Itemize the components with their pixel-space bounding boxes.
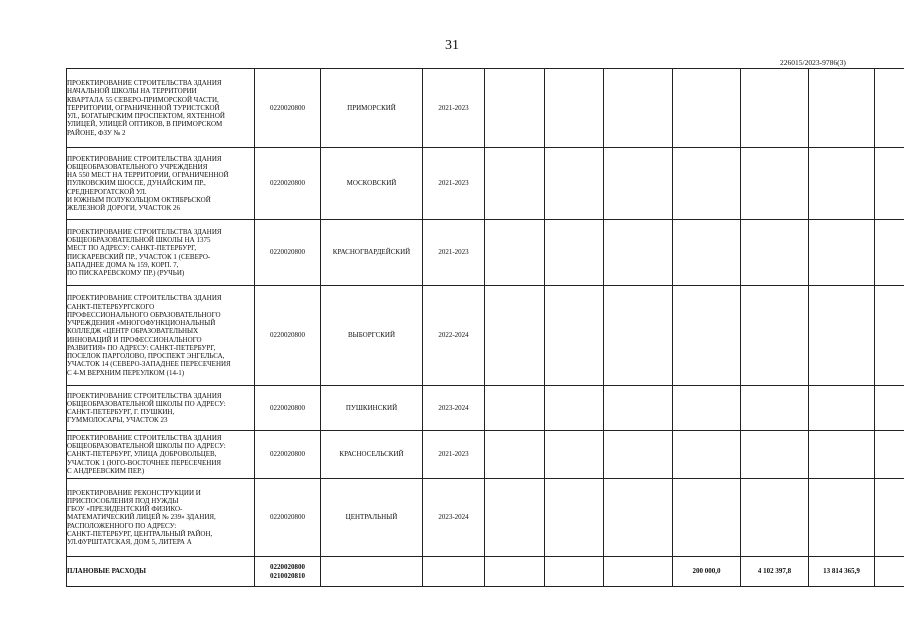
empty-cell xyxy=(741,431,809,479)
budget-code-cell: 0220020800 xyxy=(255,286,321,386)
project-name-cell: ПРОЕКТИРОВАНИЕ СТРОИТЕЛЬСТВА ЗДАНИЯ САНКТ-ПЕТЕРБУРГСКОГО ПРОФЕССИОНАЛЬНОГО ОБРАЗОВАТЕЛЬНОГО УЧРЕЖДЕНИЯ «МНОГОФУНКЦИОНАЛЬНЫЙ КОЛЛЕДЖ «ЦЕНТР ОБРАЗОВАТЕЛЬНЫХ ИННОВАЦИЙ И ПРОФЕССИОНАЛЬНОГО РАЗВИТИЯ» ПО АДРЕСУ: САНКТ-ПЕТЕРБУРГ, ПОСЕЛОК ПАРГОЛОВО, ПРОСПЕКТ ЭНГЕЛЬСА, УЧАСТОК 14 (СЕВЕРО-ЗАПАДНЕЕ ПЕРЕСЕЧЕНИЯ С 4-М ВЕРХНИМ ПЕРЕУЛКОМ (14-1) xyxy=(67,286,255,386)
project-name-cell: ПРОЕКТИРОВАНИЕ СТРОИТЕЛЬСТВА ЗДАНИЯ ОБЩЕОБРАЗОВАТЕЛЬНОЙ ШКОЛЫ ПО АДРЕСУ: САНКТ-ПЕТЕРБУРГ, УЛИЦА ДОБРОВОЛЬЦЕВ, УЧАСТОК 1 (ЮГО-ВОСТОЧНЕЕ ПЕРЕСЕЧЕНИЯ С АНДРЕЕВСКИМ ПЕР.) xyxy=(67,431,255,479)
project-name-cell: ПРОЕКТИРОВАНИЕ СТРОИТЕЛЬСТВА ЗДАНИЯ ОБЩЕОБРАЗОВАТЕЛЬНОЙ ШКОЛЫ ПО АДРЕСУ: САНКТ-ПЕТЕРБУРГ, Г. ПУШКИН, ГУММОЛОСАРЫ, УЧАСТОК 23 xyxy=(67,386,255,431)
district-cell: КРАСНОГВАРДЕЙСКИЙ xyxy=(321,220,423,286)
empty-cell xyxy=(485,557,545,587)
empty-cell xyxy=(321,557,423,587)
years-cell: 2021-2023 xyxy=(423,69,485,148)
years-cell: 2021-2023 xyxy=(423,148,485,220)
empty-cell xyxy=(809,479,875,557)
years-cell: 2022-2024 xyxy=(423,286,485,386)
empty-cell xyxy=(545,286,604,386)
total-code-2: 0210020810 xyxy=(270,571,305,580)
empty-cell xyxy=(809,220,875,286)
years-cell: 2023-2024 xyxy=(423,386,485,431)
document-code: 226015/2023-9786(3) xyxy=(780,58,846,67)
empty-cell xyxy=(545,148,604,220)
years-cell: 2021-2023 xyxy=(423,220,485,286)
total-value-3: 13 814 365,9 xyxy=(809,557,875,587)
empty-cell xyxy=(423,557,485,587)
page-number: 31 xyxy=(445,38,459,53)
empty-cell xyxy=(604,148,673,220)
empty-cell xyxy=(875,148,904,220)
empty-cell xyxy=(875,286,904,386)
project-name-cell: ПРОЕКТИРОВАНИЕ СТРОИТЕЛЬСТВА ЗДАНИЯ ОБЩЕОБРАЗОВАТЕЛЬНОГО УЧРЕЖДЕНИЯ НА 550 МЕСТ НА ТЕРРИТОРИИ, ОГРАНИЧЕННОЙ ПУЛКОВСКИМ ШОССЕ, ДУНАЙСКИМ ПР., СРЕДНЕРОГАТСКОЙ УЛ. И ЮЖНЫМ ПОЛУКОЛЬЦОМ ОКТЯБРЬСКОЙ ЖЕЛЕЗНОЙ ДОРОГИ, УЧАСТОК 26 xyxy=(67,148,255,220)
empty-cell xyxy=(673,479,741,557)
empty-cell xyxy=(875,69,904,148)
project-name-cell: ПРОЕКТИРОВАНИЕ СТРОИТЕЛЬСТВА ЗДАНИЯ ОБЩЕОБРАЗОВАТЕЛЬНОЙ ШКОЛЫ НА 1375 МЕСТ ПО АДРЕСУ: САНКТ-ПЕТЕРБУРГ, ПИСКАРЕВСКИЙ ПР., УЧАСТОК 1 (СЕВЕРО- ЗАПАДНЕЕ ДОМА № 159, КОРП. 7, ПО ПИСКАРЕВСКОМУ ПР.) (РУЧЬИ) xyxy=(67,220,255,286)
table-row xyxy=(67,479,904,557)
empty-cell xyxy=(673,69,741,148)
table-row xyxy=(67,386,904,431)
district-cell: КРАСНОСЕЛЬСКИЙ xyxy=(321,431,423,479)
empty-cell xyxy=(741,220,809,286)
total-value-1: 200 000,0 xyxy=(673,557,741,587)
empty-cell xyxy=(485,69,545,148)
district-cell: МОСКОВСКИЙ xyxy=(321,148,423,220)
empty-cell xyxy=(741,479,809,557)
project-name-cell: ПРОЕКТИРОВАНИЕ РЕКОНСТРУКЦИИ И ПРИСПОСОБЛЕНИЯ ПОД НУЖДЫ ГБОУ «ПРЕЗИДЕНТСКИЙ ФИЗИКО- МАТЕМАТИЧЕСКИЙ ЛИЦЕЙ № 239» ЗДАНИЯ, РАСПОЛОЖЕННОГО ПО АДРЕСУ: САНКТ-ПЕТЕРБУРГ, ЦЕНТРАЛЬНЫЙ РАЙОН, УЛ.ФУРШТАТСКАЯ, ДОМ 5, ЛИТЕРА А xyxy=(67,479,255,557)
project-name-cell: ПРОЕКТИРОВАНИЕ СТРОИТЕЛЬСТВА ЗДАНИЯ НАЧАЛЬНОЙ ШКОЛЫ НА ТЕРРИТОРИИ КВАРТАЛА 55 СЕВЕРО-ПРИМОРСКОЙ ЧАСТИ, ТЕРРИТОРИИ, ОГРАНИЧЕННОЙ ТУРИСТСКОЙ УЛ., БОГАТЫРСКИМ ПРОСПЕКТОМ, ЯХТЕННОЙ УЛИЦЕЙ, УЛИЦЕЙ ОПТИКОВ, В ПРИМОРСКОМ РАЙОНЕ, ФЗУ № 2 xyxy=(67,69,255,148)
total-label: ПЛАНОВЫЕ РАСХОДЫ xyxy=(67,557,255,587)
empty-cell xyxy=(875,431,904,479)
table-row xyxy=(67,431,904,479)
total-code-1: 0220020800 xyxy=(270,563,305,572)
table-row xyxy=(67,286,904,386)
empty-cell xyxy=(485,286,545,386)
empty-cell xyxy=(673,148,741,220)
table-row xyxy=(67,148,904,220)
empty-cell xyxy=(545,69,604,148)
empty-cell xyxy=(809,69,875,148)
empty-cell xyxy=(673,431,741,479)
district-cell: ПУШКИНСКИЙ xyxy=(321,386,423,431)
budget-code-cell: 0220020800 xyxy=(255,69,321,148)
empty-cell xyxy=(604,479,673,557)
empty-cell xyxy=(604,69,673,148)
total-codes-cell xyxy=(255,557,321,587)
empty-cell xyxy=(673,220,741,286)
empty-cell xyxy=(875,479,904,557)
table-row xyxy=(67,69,904,148)
empty-cell xyxy=(741,386,809,431)
empty-cell xyxy=(604,286,673,386)
budget-code-cell: 0220020800 xyxy=(255,148,321,220)
empty-cell xyxy=(809,431,875,479)
empty-cell xyxy=(545,557,604,587)
empty-cell xyxy=(875,386,904,431)
empty-cell xyxy=(545,479,604,557)
empty-cell xyxy=(545,386,604,431)
empty-cell xyxy=(604,386,673,431)
empty-cell xyxy=(545,431,604,479)
empty-cell xyxy=(809,386,875,431)
budget-code-cell: 0220020800 xyxy=(255,479,321,557)
empty-cell xyxy=(673,286,741,386)
empty-cell xyxy=(485,148,545,220)
empty-cell xyxy=(485,479,545,557)
district-cell: ВЫБОРГСКИЙ xyxy=(321,286,423,386)
empty-cell xyxy=(485,220,545,286)
empty-cell xyxy=(545,220,604,286)
empty-cell xyxy=(809,286,875,386)
total-row xyxy=(67,557,904,587)
budget-code-cell: 0220020800 xyxy=(255,220,321,286)
empty-cell xyxy=(875,220,904,286)
empty-cell xyxy=(741,286,809,386)
empty-cell xyxy=(604,220,673,286)
empty-cell xyxy=(809,148,875,220)
district-cell: ПРИМОРСКИЙ xyxy=(321,69,423,148)
years-cell: 2021-2023 xyxy=(423,431,485,479)
years-cell: 2023-2024 xyxy=(423,479,485,557)
empty-cell xyxy=(673,386,741,431)
empty-cell xyxy=(741,69,809,148)
budget-code-cell: 0220020800 xyxy=(255,431,321,479)
budget-code-cell: 0220020800 xyxy=(255,386,321,431)
empty-cell xyxy=(875,557,904,587)
district-cell: ЦЕНТРАЛЬНЫЙ xyxy=(321,479,423,557)
empty-cell xyxy=(741,148,809,220)
empty-cell xyxy=(604,557,673,587)
total-value-2: 4 102 397,8 xyxy=(741,557,809,587)
empty-cell xyxy=(604,431,673,479)
budget-table xyxy=(66,68,904,587)
table-row xyxy=(67,220,904,286)
empty-cell xyxy=(485,386,545,431)
empty-cell xyxy=(485,431,545,479)
